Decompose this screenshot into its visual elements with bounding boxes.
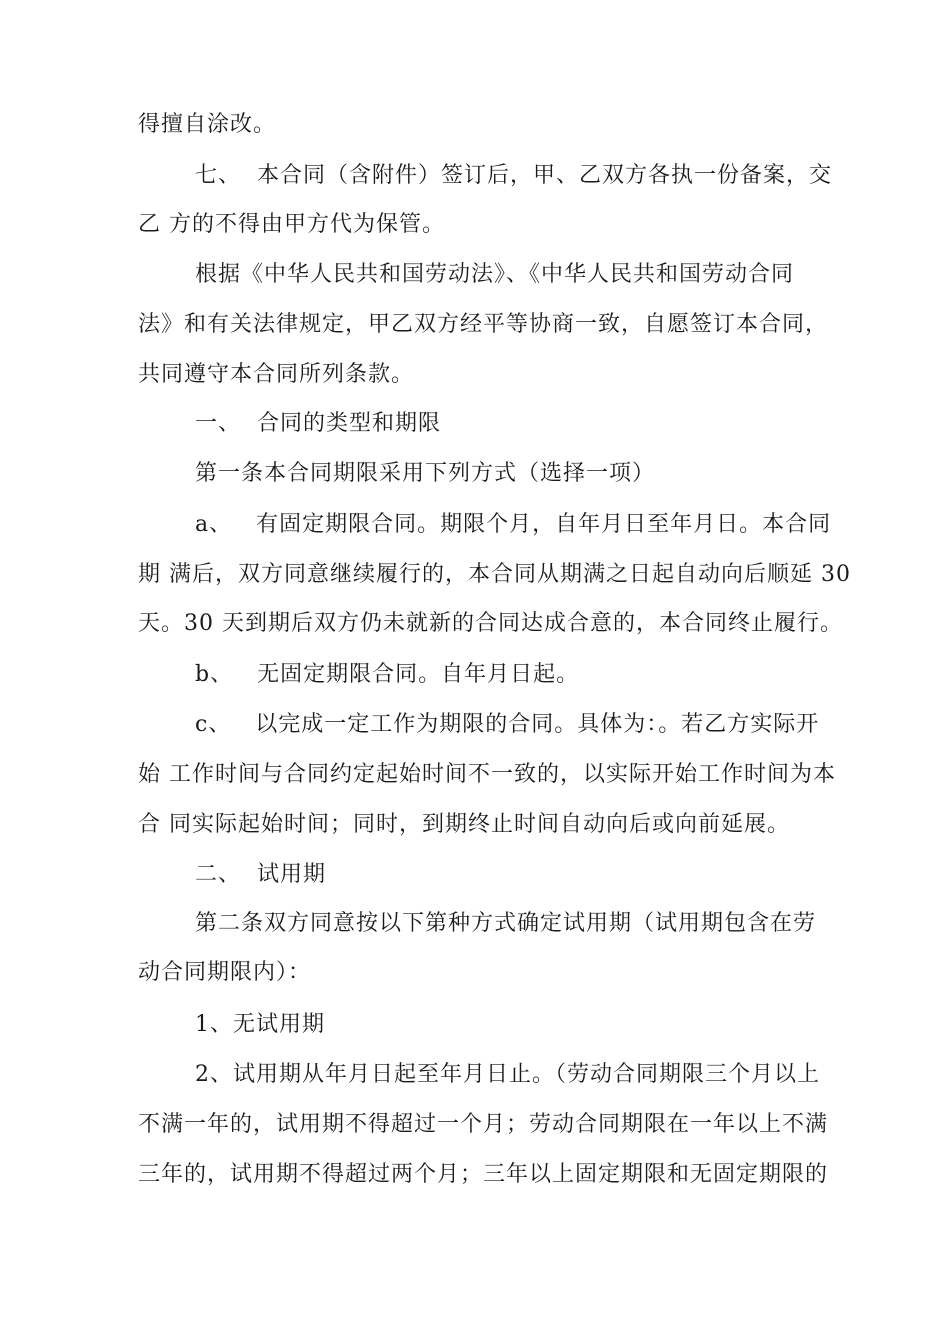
option-b: b、 无固定期限合同。自年月日起。 xyxy=(195,662,580,687)
clause-seven: 七、 本合同（含附件）签订后，甲、乙双方各执一份备案，交 xyxy=(195,163,832,188)
section-heading-two: 二、 试用期 xyxy=(195,862,326,887)
text-line: 动合同期限内）： xyxy=(138,960,312,985)
text-line: 得擅自涂改。 xyxy=(138,112,277,137)
text-line: 不满一年的，试用期不得超过一个月；劳动合同期限在一年以上不满 xyxy=(138,1112,829,1137)
option-a: a、 有固定期限合同。期限个月，自年月日至年月日。本合同 xyxy=(195,512,832,537)
text-line: 天。30 天到期后双方仍未就新的合同达成合意的，本合同终止履行。 xyxy=(138,611,843,636)
option-c: c、 以完成一定工作为期限的合同。具体为：。若乙方实际开 xyxy=(195,712,820,737)
probation-option-2: 2、试用期从年月日起至年月日止。（劳动合同期限三个月以上 xyxy=(195,1062,820,1087)
text-line: 法》和有关法律规定，甲乙双方经平等协商一致，自愿签订本合同， xyxy=(138,312,829,337)
article-two: 第二条双方同意按以下第种方式确定试用期（试用期包含在劳 xyxy=(195,911,817,936)
text-line: 始 工作时间与合同约定起始时间不一致的，以实际开始工作时间为本 xyxy=(138,762,836,787)
section-heading-one: 一、 合同的类型和期限 xyxy=(195,411,441,436)
text-line: 共同遵守本合同所列条款。 xyxy=(138,362,415,387)
probation-option-1: 1、无试用期 xyxy=(195,1012,325,1037)
text-line: 乙 方的不得由甲方代为保管。 xyxy=(138,212,445,237)
text-line: 三年的，试用期不得超过两个月；三年以上固定期限和无固定期限的 xyxy=(138,1162,829,1187)
text-line: 合 同实际起始时间；同时，到期终止时间自动向后或向前延展。 xyxy=(138,812,790,837)
article-one: 第一条本合同期限采用下列方式（选择一项） xyxy=(195,461,656,486)
text-line: 期 满后，双方同意继续履行的，本合同从期满之日起自动向后顺延 30 xyxy=(138,562,851,587)
preamble: 根据《中华人民共和国劳动法》、《中华人民共和国劳动合同 xyxy=(195,262,795,287)
